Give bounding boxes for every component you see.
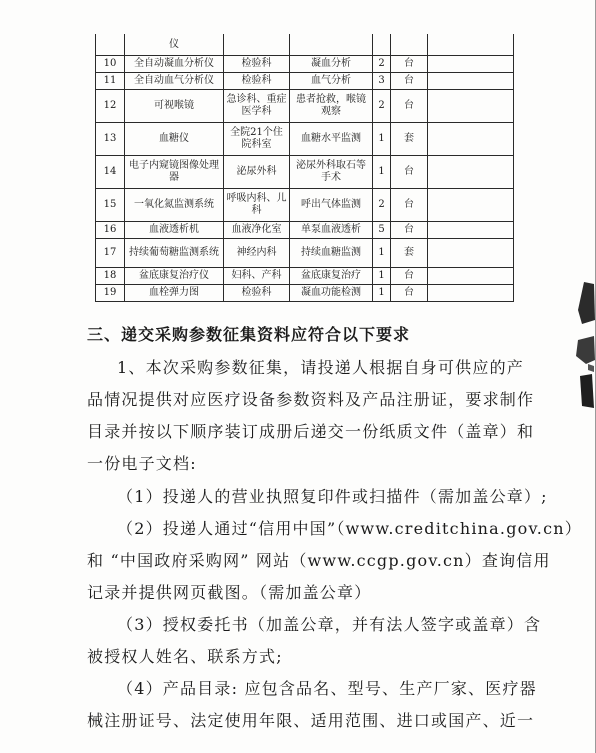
department <box>224 34 290 56</box>
paragraph-line: 记录并提供网页截图。（需加盖公章） <box>87 583 372 602</box>
equipment-name: 仪 <box>125 34 224 56</box>
row-number: 14 <box>96 156 125 189</box>
equipment-name: 血栓弹力图 <box>125 285 224 302</box>
paragraph-line: （2）投递人通过“信用中国”（www.creditchina.gov.cn） <box>117 519 582 538</box>
row-number: 19 <box>96 285 125 302</box>
blank-cell <box>428 90 514 123</box>
quantity: 3 <box>373 73 391 90</box>
unit: 台 <box>391 268 428 285</box>
department: 全院21个住院科室 <box>224 123 290 156</box>
equipment-name: 电子内窥镜图像处理器 <box>125 156 224 189</box>
blank-cell <box>428 73 514 90</box>
paragraph-line: 和 “中国政府采购网” 网站（www.ccgp.gov.cn）查询信用 <box>87 551 551 570</box>
table-row <box>96 56 514 73</box>
equipment-name: 一氧化氮监测系统 <box>125 189 224 222</box>
row-number: 13 <box>96 123 125 156</box>
equipment-name: 血液透析机 <box>125 222 224 239</box>
table-row <box>96 285 514 302</box>
table-row <box>96 34 514 56</box>
paragraph-line: 械注册证号、法定使用年限、适用范围、进口或国产、近一 <box>87 711 535 730</box>
row-number: 12 <box>96 90 125 123</box>
equipment-table <box>95 34 514 302</box>
row-number: 16 <box>96 222 125 239</box>
row-number: 18 <box>96 268 125 285</box>
table-row <box>96 189 514 222</box>
usage: 患者抢救，喉镜观察 <box>290 90 373 123</box>
unit: 台 <box>391 189 428 222</box>
quantity: 5 <box>373 222 391 239</box>
quantity: 1 <box>373 156 391 189</box>
unit: 台 <box>391 285 428 302</box>
table-row <box>96 123 514 156</box>
paragraph-line: 目录并按以下顺序装订成册后递交一份纸质文件（盖章）和 <box>87 422 535 441</box>
usage: 血糖水平监测 <box>290 123 373 156</box>
quantity: 1 <box>373 123 391 156</box>
table-row <box>96 156 514 189</box>
blank-cell <box>428 34 514 56</box>
table-row <box>96 90 514 123</box>
table-row <box>96 222 514 239</box>
unit: 套 <box>391 123 428 156</box>
usage: 持续血糖监测 <box>290 239 373 268</box>
department: 检验科 <box>224 73 290 90</box>
quantity: 2 <box>373 189 391 222</box>
blank-cell <box>428 189 514 222</box>
paragraph-line: 1、本次采购参数征集，请投递人根据自身可供应的产 <box>117 358 524 377</box>
usage <box>290 34 373 56</box>
blank-cell <box>428 285 514 302</box>
unit: 台 <box>391 73 428 90</box>
usage: 凝血分析 <box>290 56 373 73</box>
quantity: 2 <box>373 56 391 73</box>
unit: 台 <box>391 222 428 239</box>
paragraph-line: 品情况提供对应医疗设备参数资料及产品注册证，要求制作 <box>87 390 535 409</box>
equipment-name: 盆底康复治疗仪 <box>125 268 224 285</box>
unit <box>391 34 428 56</box>
row-number: 15 <box>96 189 125 222</box>
department: 呼吸内科、儿科 <box>224 189 290 222</box>
blank-cell <box>428 123 514 156</box>
paragraph-line: （3）授权委托书（加盖公章，并有法人签字或盖章）含 <box>117 615 542 634</box>
department: 急诊科、重症医学科 <box>224 90 290 123</box>
equipment-table-body <box>96 34 514 302</box>
paragraph-line: 被授权人姓名、联系方式; <box>87 647 283 666</box>
unit: 台 <box>391 156 428 189</box>
blank-cell <box>428 239 514 268</box>
equipment-name: 持续葡萄糖监测系统 <box>125 239 224 268</box>
usage: 凝血功能检测 <box>290 285 373 302</box>
blank-cell <box>428 222 514 239</box>
department: 神经内科 <box>224 239 290 268</box>
scan-edge-mark <box>574 280 596 410</box>
row-number: 17 <box>96 239 125 268</box>
department: 检验科 <box>224 285 290 302</box>
department: 检验科 <box>224 56 290 73</box>
table-row <box>96 73 514 90</box>
quantity: 1 <box>373 285 391 302</box>
row-number <box>96 34 125 56</box>
usage: 泌尿外科取石等手术 <box>290 156 373 189</box>
department: 血液净化室 <box>224 222 290 239</box>
equipment-name: 全自动血气分析仪 <box>125 73 224 90</box>
paragraph-line: （1）投递人的营业执照复印件或扫描件（需加盖公章）; <box>117 487 548 506</box>
row-number: 11 <box>96 73 125 90</box>
equipment-name: 可视喉镜 <box>125 90 224 123</box>
department: 泌尿外科 <box>224 156 290 189</box>
usage: 盆底康复治疗 <box>290 268 373 285</box>
unit: 台 <box>391 90 428 123</box>
paragraph-line: （4）产品目录: 应包含品名、型号、生产厂家、医疗器 <box>117 679 537 698</box>
row-number: 10 <box>96 56 125 73</box>
table-row <box>96 239 514 268</box>
equipment-name: 血糖仪 <box>125 123 224 156</box>
quantity: 1 <box>373 268 391 285</box>
blank-cell <box>428 156 514 189</box>
usage: 血气分析 <box>290 73 373 90</box>
quantity: 1 <box>373 239 391 268</box>
section-heading: 三、递交采购参数征集资料应符合以下要求 <box>87 325 411 344</box>
usage: 呼出气体监测 <box>290 189 373 222</box>
unit: 套 <box>391 239 428 268</box>
blank-cell <box>428 268 514 285</box>
usage: 单泵血液透析 <box>290 222 373 239</box>
quantity <box>373 34 391 56</box>
department: 妇科、产科 <box>224 268 290 285</box>
quantity: 2 <box>373 90 391 123</box>
paragraph-line: 一份电子文档: <box>87 454 197 473</box>
blank-cell <box>428 56 514 73</box>
unit: 台 <box>391 56 428 73</box>
table-row <box>96 268 514 285</box>
equipment-name: 全自动凝血分析仪 <box>125 56 224 73</box>
